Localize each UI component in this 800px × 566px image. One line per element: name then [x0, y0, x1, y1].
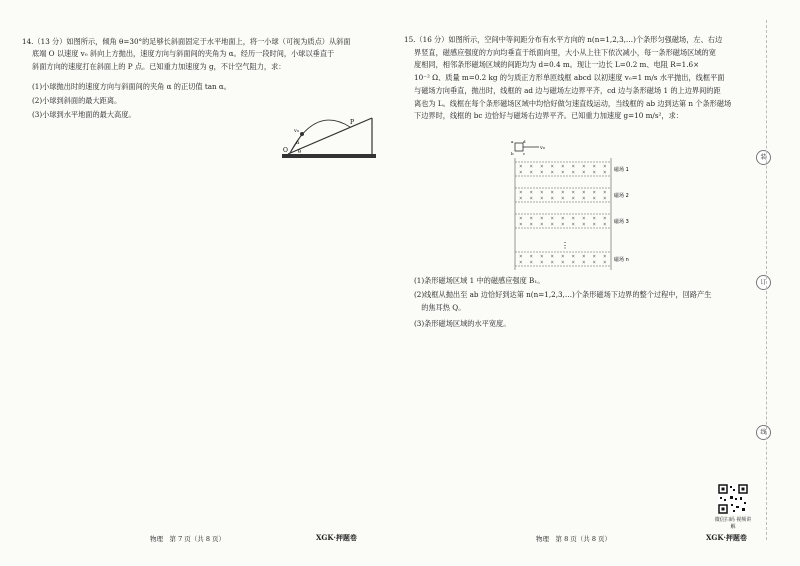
q14-figure	[280, 110, 380, 165]
svg-text:×: ×	[571, 259, 576, 265]
svg-text:×: ×	[571, 221, 576, 227]
q15-figure	[511, 140, 651, 275]
svg-text:×: ×	[571, 163, 576, 169]
v0-label: v₀	[294, 128, 299, 134]
svg-text:×: ×	[592, 163, 597, 169]
svg-text:×: ×	[550, 215, 555, 221]
field-band-3	[515, 214, 629, 228]
svg-text:×: ×	[519, 221, 523, 227]
q15-line-6: 离也为 L。线框在每个条形磁场区域中均恰好做匀速直线运动，当线框的 ab 边到达第 n 个条形磁场	[414, 98, 732, 108]
svg-text:×: ×	[603, 195, 607, 201]
field-band-2	[515, 188, 629, 202]
o-label: O	[283, 147, 288, 154]
svg-text:×: ×	[540, 221, 544, 227]
alpha-label: α	[296, 140, 300, 146]
svg-text:×: ×	[603, 253, 607, 259]
q14-sub-2: (2)小球到斜面的最大距离。	[32, 96, 122, 105]
q14-line-3: 斜面方向的速度打在斜面上的 P 点。已知重力加速度为 g，不计空气阻力，求：	[32, 61, 286, 71]
binding-line	[766, 20, 767, 540]
svg-text:×: ×	[592, 259, 597, 265]
svg-text:×: ×	[529, 195, 534, 201]
svg-text:×: ×	[592, 195, 597, 201]
svg-text:×: ×	[519, 259, 523, 265]
svg-text:×: ×	[540, 163, 544, 169]
svg-text:×: ×	[540, 259, 544, 265]
svg-text:×: ×	[519, 169, 523, 175]
svg-text:×: ×	[550, 189, 555, 195]
svg-text:×: ×	[561, 163, 565, 169]
svg-text:×: ×	[561, 253, 565, 259]
svg-text:×: ×	[571, 215, 576, 221]
page-7-footer: 物理 第 7 页（共 8 页）	[150, 535, 226, 543]
svg-text:×: ×	[540, 215, 544, 221]
field-dots: ⋮	[561, 241, 569, 250]
svg-text:×: ×	[603, 169, 607, 175]
svg-text:×: ×	[519, 195, 523, 201]
svg-text:×: ×	[550, 163, 555, 169]
theta-label: θ	[298, 149, 302, 155]
label-c: c	[523, 151, 526, 156]
svg-text:×: ×	[603, 163, 607, 169]
svg-text:×: ×	[519, 215, 523, 221]
svg-text:×: ×	[571, 189, 576, 195]
p-label: P	[350, 119, 355, 126]
q15-sub-1: (1)条形磁场区域 1 中的磁感应强度 B₁。	[414, 276, 545, 285]
svg-text:×: ×	[582, 259, 586, 265]
svg-text:×: ×	[540, 253, 544, 259]
page-8-footer: 物理 第 8 页（共 8 页）	[536, 535, 612, 543]
qr-caption: 微信扫码 视频讲解	[714, 517, 752, 530]
q15-line-7: 下边界时，线框的 bc 边恰好与磁场右边界平齐。已知重力加速度 g=10 m/s²，求：	[414, 111, 683, 121]
svg-text:×: ×	[529, 259, 534, 265]
svg-text:×: ×	[540, 195, 544, 201]
q14-sub-3: (3)小球到水平地面的最大高度。	[32, 110, 136, 119]
svg-text:×: ×	[561, 259, 565, 265]
svg-text:×: ×	[571, 195, 576, 201]
field-label-2: 磁场 2	[614, 193, 629, 199]
svg-text:×: ×	[561, 169, 565, 175]
svg-text:×: ×	[592, 215, 597, 221]
q15-line-5: 与磁场方向垂直，抛出时，线框的 ad 边与磁场左边界平齐，cd 边与条形磁场 1 的上边界间的距	[414, 85, 721, 95]
svg-text:×: ×	[592, 221, 597, 227]
q15-sub-2-cont: 的焦耳热 Q。	[414, 303, 466, 312]
field-label-4: 磁场 n	[614, 257, 629, 263]
binding-mark-3: 线	[756, 425, 771, 440]
svg-text:×: ×	[529, 221, 534, 227]
q14-text	[22, 36, 390, 73]
svg-text:×: ×	[603, 215, 607, 221]
svg-text:×: ×	[592, 189, 597, 195]
svg-text:×: ×	[603, 259, 607, 265]
q15-line-2: 界竖直，磁感应强度的方向均垂直于纸面向里，大小从上往下依次减小，每一条形磁场区域的宽	[414, 47, 716, 57]
svg-text:×: ×	[550, 195, 555, 201]
frame	[515, 143, 523, 151]
field-label-3: 磁场 3	[614, 219, 629, 225]
svg-text:×: ×	[592, 253, 597, 259]
right-page	[396, 0, 800, 566]
q15-text	[404, 34, 754, 123]
svg-text:×: ×	[561, 189, 565, 195]
left-page	[0, 0, 397, 566]
label-d: d	[523, 140, 526, 144]
svg-text:×: ×	[529, 253, 534, 259]
svg-text:×: ×	[582, 215, 586, 221]
label-a: a	[511, 140, 514, 144]
field-label-1: 磁场 1	[614, 167, 629, 173]
page-7-footer-brand: XGK·押题卷	[316, 533, 357, 542]
svg-text:×: ×	[529, 189, 534, 195]
label-b: b	[511, 151, 514, 156]
svg-text:×: ×	[582, 195, 586, 201]
svg-text:×: ×	[561, 221, 565, 227]
svg-text:×: ×	[550, 221, 555, 227]
svg-text:×: ×	[571, 169, 576, 175]
svg-text:×: ×	[540, 189, 544, 195]
svg-text:×: ×	[582, 189, 586, 195]
q15-sub-3: (3)条形磁场区域的水平宽度。	[414, 319, 511, 328]
q14-line-1: 14.（13 分）如图所示，倾角 θ=30°的足够长斜面固定于水平地面上，将一小球（可视为质点）从斜面	[22, 37, 351, 46]
svg-text:×: ×	[540, 169, 544, 175]
page-8-footer-brand: XGK·押题卷	[706, 533, 747, 542]
svg-text:×: ×	[550, 259, 555, 265]
svg-text:×: ×	[519, 253, 523, 259]
q15-sub-2: (2)线框从抛出至 ab 边恰好到达第 n(n=1,2,3,…)个条形磁场下边界的整个过程中，回路产生	[414, 290, 712, 299]
svg-text:×: ×	[603, 189, 607, 195]
svg-text:×: ×	[571, 253, 576, 259]
q14-sub-1: (1)小球抛出时的速度方向与斜面间的夹角 α 的正切值 tan α。	[32, 82, 231, 91]
svg-text:×: ×	[550, 253, 555, 259]
svg-text:×: ×	[582, 221, 586, 227]
field-band-1	[515, 162, 629, 176]
svg-text:×: ×	[582, 169, 586, 175]
svg-text:×: ×	[550, 169, 555, 175]
svg-text:×: ×	[519, 189, 523, 195]
q15-line-3: 度相同，相邻条形磁场区域的间距均为 d=0.4 m。现让一边长 L=0.2 m、电阻 R=1.6×	[414, 60, 700, 70]
q15-line-4: 10⁻² Ω、质量 m=0.2 kg 的匀质正方形单匝线框 abcd 以初速度 v₀=1 m/s 水平抛出，线框平面	[414, 73, 725, 83]
svg-text:×: ×	[529, 169, 534, 175]
binding-mark-1: 装	[756, 150, 771, 165]
svg-text:×: ×	[561, 215, 565, 221]
svg-text:×: ×	[592, 169, 597, 175]
svg-text:×: ×	[582, 253, 586, 259]
ground	[282, 154, 376, 158]
svg-text:×: ×	[582, 163, 586, 169]
svg-text:×: ×	[519, 163, 523, 169]
ball	[300, 132, 304, 136]
q14-line-2: 底端 O 以速度 v₀ 斜向上方抛出，速度方向与斜面间的夹角为 α。经历一段时间，小球以垂直于	[32, 49, 335, 59]
qr-code	[718, 484, 748, 514]
binding-mark-2: 订	[756, 275, 771, 290]
v0-label: v₀	[540, 145, 545, 151]
svg-text:×: ×	[561, 195, 565, 201]
field-band-4	[515, 252, 629, 266]
svg-text:×: ×	[529, 215, 534, 221]
svg-text:×: ×	[603, 221, 607, 227]
q15-line-1: 15.（16 分）如图所示，空间中等间距分布有水平方向的 n(n=1,2,3,…)个条形匀强磁场，左、右边	[404, 35, 723, 44]
svg-text:×: ×	[529, 163, 534, 169]
